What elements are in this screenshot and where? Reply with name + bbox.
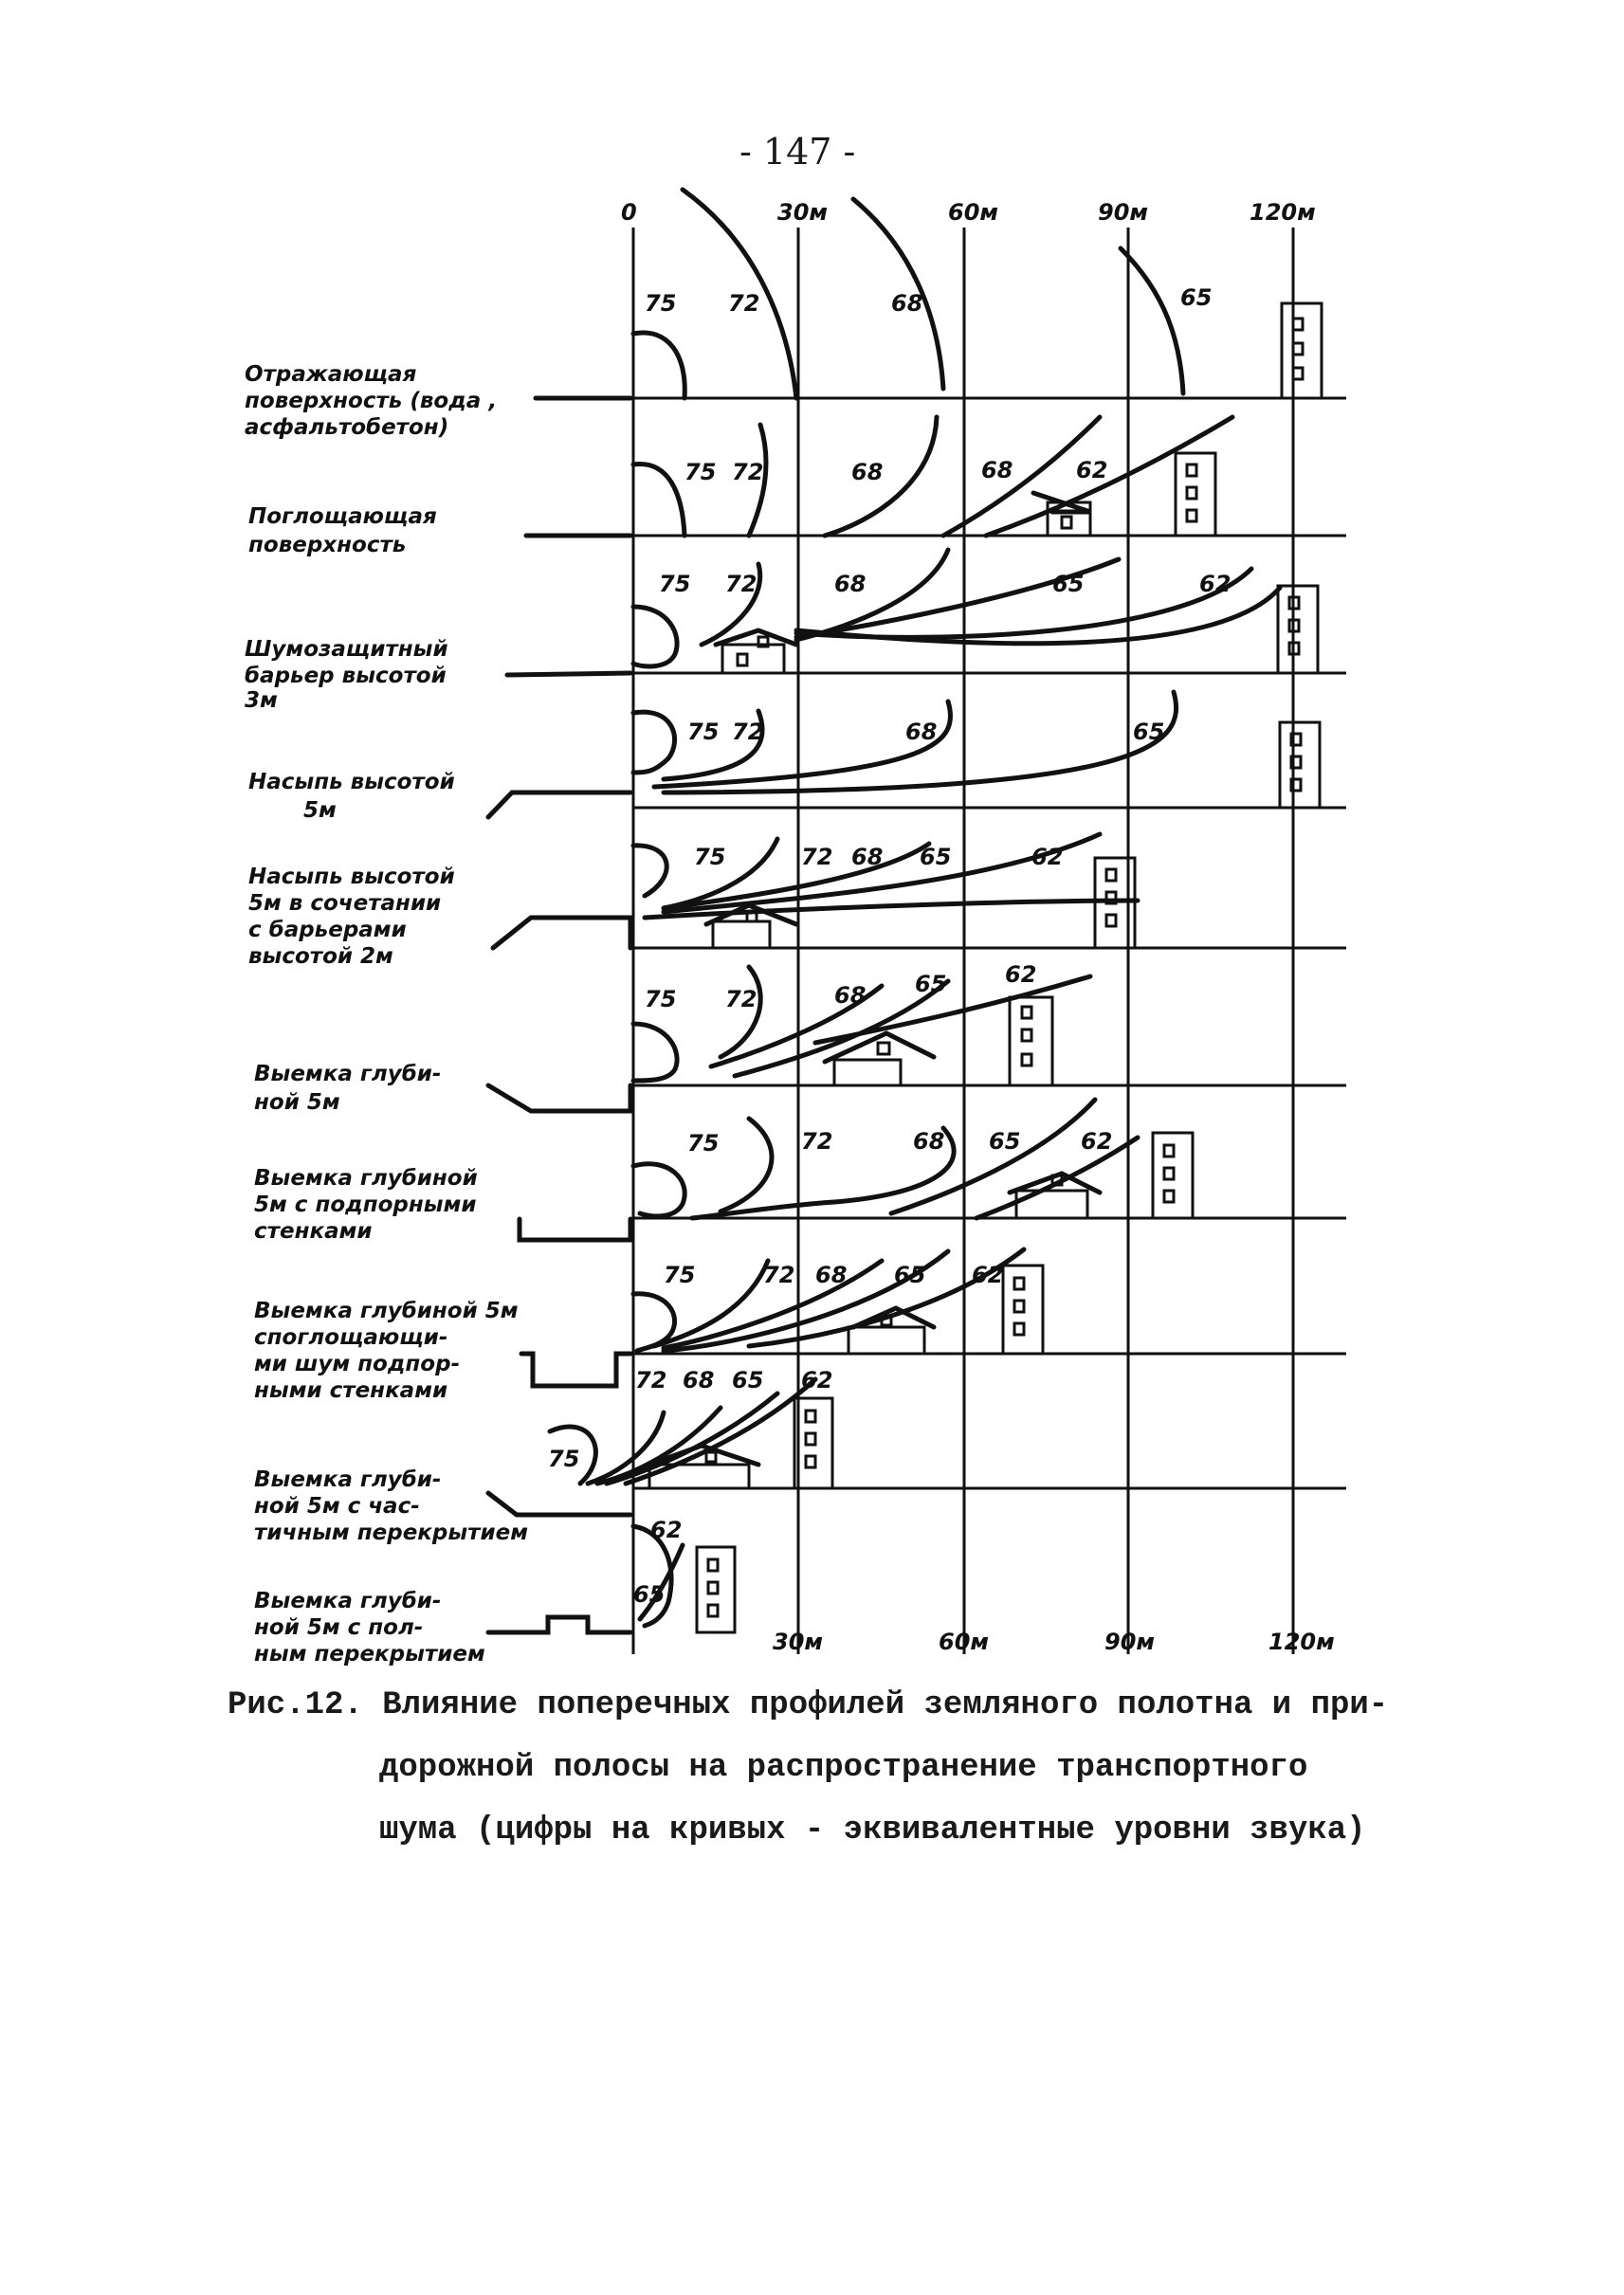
contour-value: 75: [684, 459, 717, 485]
row-label-2: [248, 504, 437, 557]
row-label-line: споглощающи-: [254, 1325, 448, 1350]
contour-value: 68: [981, 457, 1013, 483]
contour-value: 72: [728, 290, 760, 317]
axis-bottom-label: 120м: [1268, 1629, 1335, 1655]
row-label-9: [254, 1467, 528, 1545]
contour-value: 65: [1133, 719, 1165, 745]
row-label-line: ми шум подпор-: [254, 1352, 461, 1376]
row-label-10: [254, 1589, 485, 1667]
contour-value: 62: [1081, 1128, 1113, 1155]
contour-value: 72: [763, 1262, 795, 1288]
row-label-line: Отражающая: [245, 362, 417, 387]
axis-top-label: 90м: [1098, 199, 1149, 226]
row-label-line: Выемка глуби-: [254, 1589, 442, 1613]
row-label-1: [245, 362, 497, 440]
contour-value: 72: [801, 844, 833, 870]
contour-value: 75: [687, 719, 720, 745]
contour-value: 75: [645, 986, 677, 1012]
contour-value: 65: [894, 1262, 926, 1288]
contour-value: 68: [905, 719, 938, 745]
contour-value: 65: [633, 1581, 666, 1608]
row-label-line: Выемка глубиной: [254, 1166, 478, 1191]
contour-value: 75: [687, 1130, 720, 1157]
row-label-6: [254, 1062, 441, 1115]
axis-bottom-label: 60м: [939, 1629, 990, 1655]
row-label-line: Выемка глуби-: [254, 1062, 442, 1086]
row-label-line: ным перекрытием: [254, 1642, 485, 1667]
contour-value: 75: [548, 1446, 580, 1472]
row-label-line: Выемка глуби-: [254, 1467, 442, 1492]
row-label-line: поверхность: [248, 533, 407, 557]
row-label-line: высотой 2м: [248, 944, 393, 969]
contour-value: 68: [891, 290, 923, 317]
axis-top-label: 60м: [948, 199, 999, 226]
row-label-line: барьер высотой: [245, 664, 447, 688]
row-label-line: ными стенками: [254, 1378, 448, 1403]
row-8-curves: [633, 1249, 1043, 1354]
contour-value: 62: [801, 1367, 833, 1393]
contour-value: 68: [834, 571, 867, 597]
contour-value: 72: [635, 1367, 667, 1393]
row-label-line: Шумозащитный: [245, 637, 448, 662]
contour-value: 65: [1052, 571, 1085, 597]
contour-value: 72: [725, 986, 757, 1012]
row-10-curves: [633, 1517, 735, 1632]
row-label-line: 3м: [245, 688, 278, 713]
row-label-line: Выемка глубиной 5м: [254, 1299, 519, 1323]
row-5-curves: [633, 834, 1138, 948]
contour-value: 75: [659, 571, 691, 597]
page-number: - 147 -: [739, 131, 856, 173]
row-label-line: Насыпь высотой: [248, 770, 455, 794]
contour-value: 62: [650, 1517, 683, 1543]
contour-value: 68: [683, 1367, 715, 1393]
row-label-4: [248, 770, 455, 823]
contour-value: 65: [989, 1128, 1021, 1155]
row-label-line: 5м с подпорными: [254, 1193, 477, 1217]
row-7-curves: [633, 1100, 1193, 1218]
contour-value: 62: [1199, 571, 1232, 597]
row-4-curves: [633, 692, 1320, 808]
axis-bottom-label: 90м: [1104, 1629, 1156, 1655]
row-label-line: ной 5м с час-: [254, 1494, 420, 1519]
contour-value: 68: [851, 844, 884, 870]
contour-value: 65: [915, 971, 947, 997]
contour-value: 68: [834, 982, 867, 1009]
row-label-5: [248, 865, 455, 969]
row-label-line: тичным перекрытием: [254, 1521, 529, 1545]
contour-value: 62: [1005, 961, 1037, 988]
row-label-line: с барьерами: [248, 918, 407, 942]
contour-value: 65: [920, 844, 952, 870]
contour-value: 72: [732, 719, 764, 745]
row-label-line: 5м в сочетании: [248, 891, 442, 916]
contour-value: 62: [972, 1262, 1004, 1288]
contour-value: 68: [851, 459, 884, 485]
row-label-line: стенками: [254, 1219, 373, 1244]
row-label-line: поверхность (вода ,: [245, 389, 498, 413]
contour-value: 72: [732, 459, 764, 485]
row-label-8: [254, 1299, 519, 1403]
row-label-line: ной 5м: [254, 1090, 340, 1115]
contour-value: 62: [1031, 844, 1064, 870]
contour-value: 75: [645, 290, 677, 317]
contour-value: 68: [815, 1262, 848, 1288]
figure-caption-line-2: дорожной полосы на распространение транспортного: [379, 1750, 1308, 1786]
contour-value: 65: [1180, 284, 1213, 311]
contour-value: 65: [732, 1367, 764, 1393]
row-label-7: [254, 1166, 478, 1244]
contour-value: 72: [725, 571, 757, 597]
row-label-line: асфальтобетон): [245, 415, 449, 440]
figure-caption-line-3: шума (цифры на кривых - эквивалентные уровни звука): [379, 1812, 1366, 1849]
row-label-line: Насыпь высотой: [248, 865, 455, 889]
contour-value: 68: [913, 1128, 945, 1155]
grid-horizontal: [633, 398, 1346, 1488]
contour-value: 62: [1076, 457, 1108, 483]
row-3-curves: [633, 550, 1318, 673]
axis-top-label: 120м: [1250, 199, 1316, 226]
contour-value: 75: [694, 844, 726, 870]
row-label-line: Поглощающая: [248, 504, 437, 529]
axis-top-label: 0: [621, 199, 637, 226]
row-label-3: [245, 637, 448, 713]
contour-value: 72: [801, 1128, 833, 1155]
figure-caption-line-1: Рис.12. Влияние поперечных профилей земляного полотна и при-: [228, 1687, 1389, 1723]
row-6-curves: [633, 961, 1090, 1085]
axis-bottom-label: 30м: [773, 1629, 824, 1655]
row-label-line: 5м: [303, 798, 337, 823]
row-2-curves: [633, 417, 1232, 536]
axis-top-label: 30м: [777, 199, 829, 226]
row-label-line: ной 5м с пол-: [254, 1615, 424, 1640]
contour-value: 75: [664, 1262, 696, 1288]
